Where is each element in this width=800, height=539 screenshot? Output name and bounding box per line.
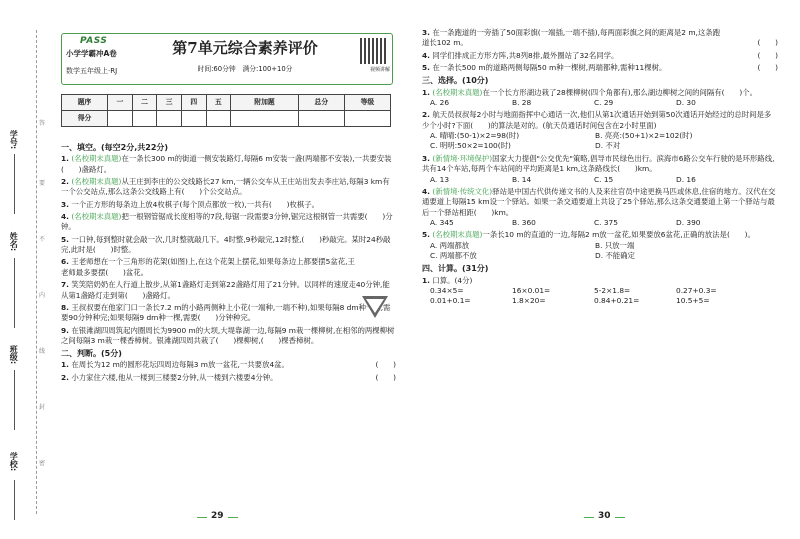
answer-paren[interactable]: ( )	[375, 360, 396, 370]
calc-item[interactable]: 5-2×1.8=	[594, 285, 631, 295]
question	[422, 88, 778, 109]
left-questions	[61, 140, 396, 385]
option[interactable]: A. 26	[430, 97, 450, 107]
question-number: 8.	[61, 302, 69, 312]
question	[61, 154, 396, 175]
options	[430, 98, 778, 108]
answer-paren[interactable]: ( )	[757, 63, 778, 73]
question-text: 在周长为12 m的圆形花坛四周边每隔3 m放一盆花,一共要放4盆。	[71, 360, 289, 370]
grade-label: 数学五年级上·RJ	[66, 67, 118, 75]
id-field[interactable]	[14, 154, 15, 214]
options	[430, 218, 778, 228]
question	[422, 187, 778, 228]
judge-item	[422, 28, 778, 49]
question-text: 一条长10 m的直道的一边,每隔2 m放一盆花,如果要放6盆花,正确的放法是( )。	[482, 230, 755, 240]
question-text: 驿站是中国古代供传递文书的人及来往官员中途更换马匹或休息,住宿的地方。汉代在交通要道上每隔15 km设一个驿站。如果一条交通要道上共设了25个驿站,那么这条交通要道上第一个驿站与最后一个驿站相距( )km。	[422, 186, 776, 217]
judge-item	[61, 360, 396, 370]
question-text: 从王庄到李庄的公交线路长27 km,一辆公交车从王庄站出发去李庄站,每隔3 km有一个公交站点,那么这条公交线路上有( )个公交站点。	[61, 176, 390, 197]
answer-paren[interactable]: ( )	[757, 50, 778, 60]
score-cell[interactable]	[298, 111, 344, 127]
school-label: 学校:	[9, 452, 19, 472]
question-text: 笑笑陪奶奶在人行道上散步,从第1盏路灯走到第22盏路灯用了21分钟。以同样的速度走40分钟,能从第1盏路灯走到第( )盏路灯。	[61, 280, 390, 300]
seal-mark: 封	[39, 404, 46, 411]
question-number: 1.	[61, 154, 69, 164]
question-number: 1.	[61, 360, 69, 370]
exam-header	[61, 33, 393, 85]
seal-mark: 密	[39, 460, 46, 467]
class-field[interactable]	[14, 370, 15, 430]
question-number: 1.	[422, 275, 430, 285]
question	[422, 276, 778, 307]
option[interactable]: C. 15	[594, 174, 614, 184]
options	[430, 131, 778, 152]
table-cell: 二	[132, 95, 157, 111]
calc-item[interactable]: 0.34×5=	[430, 285, 464, 295]
name-label: 姓名:	[9, 232, 19, 252]
option[interactable]: C. 29	[594, 97, 614, 107]
question-number: 7.	[61, 280, 69, 290]
table-cell: 五	[206, 95, 231, 111]
question	[61, 177, 396, 198]
question-text: 王老师想在一个三角形的花架(如图)上,在这个花架上摆花,如果每条边上都要摆5盆花,王老师最多要摆( )盆花。	[61, 257, 355, 277]
table-cell: 三	[157, 95, 182, 111]
option[interactable]: A. 两端都放	[430, 240, 470, 250]
question-number: 4.	[61, 211, 69, 221]
question-number: 5.	[422, 230, 430, 240]
option[interactable]: A. 345	[430, 217, 454, 227]
section-heading: 一、填空。(每空2分,共22分)	[61, 143, 169, 152]
option[interactable]: D. 不能确定	[595, 251, 635, 261]
score-cell[interactable]	[157, 111, 182, 127]
question-number: 3.	[422, 28, 430, 37]
table-cell: 总分	[298, 95, 344, 111]
section-heading: 四、计算。(31分)	[422, 264, 489, 274]
question-tag: (名校期末真题)	[432, 87, 483, 97]
option[interactable]: B. 14	[512, 174, 532, 184]
page-number-text: 30	[598, 511, 611, 521]
question-text: 把一根钢管锯成长度相等的7段,每锯一段需要3分钟,锯完这根钢管一共需要( )分钟。	[61, 211, 393, 232]
option[interactable]: D. 不对	[595, 141, 621, 151]
question-text: 小力家住六楼,他从一楼到三楼要2分钟,从一楼到六楼要4分钟。	[71, 372, 278, 382]
question-number: 5.	[61, 234, 69, 244]
question-number: 9.	[61, 325, 69, 335]
question	[61, 200, 396, 210]
table-row	[62, 95, 391, 111]
table-cell: 附加题	[231, 95, 299, 111]
question-text: 王叔叔要在他家门口一条长7.2 m的小路两侧种上小花(一端种,一端不种),如果每隔8 dm种一棵,需要90分钟种完;如果每隔9 dm种一棵,需要( )分钟种完。	[61, 302, 391, 323]
question-number: 6.	[61, 257, 69, 267]
option[interactable]: D. 390	[676, 217, 701, 227]
option[interactable]: C. 明明:50×2=100(时)	[430, 141, 511, 151]
question-number: 3.	[422, 153, 430, 163]
question-number: 2.	[422, 110, 430, 120]
seal-mark: 答	[39, 120, 46, 127]
score-cell[interactable]	[132, 111, 157, 127]
question	[422, 110, 778, 151]
question	[422, 230, 778, 261]
score-cell[interactable]	[108, 111, 133, 127]
question-text: 一个正方形的每条边上放4枚棋子(每个顶点都放一枚),一共有( )枚棋子。	[71, 199, 320, 209]
question	[61, 257, 396, 278]
seal-mark: 不	[39, 236, 46, 243]
option[interactable]: B. 360	[512, 217, 536, 227]
right-questions	[422, 28, 778, 309]
question-text: 在一条跑道的一旁插了50面彩旗(一端插,一端不插),每两面彩旗之间的距离是2 m,这条跑道长102 m。	[422, 28, 721, 48]
question-number: 4.	[422, 186, 430, 196]
school-field[interactable]	[14, 480, 15, 520]
score-cell[interactable]	[206, 111, 231, 127]
question-number: 5.	[422, 63, 430, 73]
question-tag: (名校期末真题)	[432, 230, 483, 240]
header-brand	[64, 36, 146, 82]
table-cell: 题序	[62, 95, 108, 111]
seal-mark: 内	[39, 292, 46, 299]
name-field[interactable]	[14, 258, 15, 328]
id-label: 学号:	[9, 130, 19, 150]
table-cell: 一	[108, 95, 133, 111]
question-tag: (新情境·环境保护)	[432, 153, 493, 163]
question-text: 在银滩湖四周筑起内圈周长为9900 m的大坝,大堤靠湖一边,每隔9 m栽一棵柳树,在相邻的两棵柳树之间每隔3 m栽一棵香樟树。银滩湖四周共栽了( )棵柳树,( )棵香樟树。	[61, 325, 395, 345]
option[interactable]: D. 16	[676, 174, 696, 184]
question-tag: (名校期末真题)	[71, 176, 122, 186]
question-tag: (新情境·传统文化)	[432, 186, 493, 196]
question	[61, 303, 396, 324]
section-heading: 三、选择。(10分)	[422, 76, 489, 86]
exam-subtitle: 时间:60分钟 满分:100+10分	[197, 65, 293, 73]
right-page	[400, 0, 800, 539]
seal-line	[36, 30, 37, 514]
option[interactable]: C. 两端都不放	[430, 251, 477, 261]
options	[430, 241, 778, 262]
exam-title: 第7单元综合素养评价	[172, 39, 318, 57]
question-tag: (名校期末真题)	[71, 154, 122, 164]
question-number: 2.	[61, 372, 69, 382]
table-cell: 得分	[62, 111, 108, 127]
calc-item[interactable]: 1.8×20=	[512, 296, 546, 306]
page-number	[580, 509, 629, 523]
question-text: 口算。(4分)	[432, 275, 473, 285]
judge-item	[422, 51, 778, 61]
question-number: 3.	[61, 199, 69, 209]
question-text: 在一条长300 m的街道一侧安装路灯,每隔6 m安装一盏(两端都不安装),一共要安装( )盏路灯。	[61, 154, 392, 174]
score-table	[61, 94, 391, 127]
calc-item[interactable]: 0.27+0.3=	[676, 285, 717, 295]
question	[61, 326, 396, 347]
question-text: 在一个长方形湖边栽了28棵柳树(四个角都有),那么湖边柳树之间的间隔有( )个。	[482, 87, 758, 97]
leaf-icon	[197, 509, 207, 518]
leaf-icon	[615, 509, 625, 518]
leaf-icon	[228, 509, 238, 518]
qr-code-icon[interactable]	[360, 38, 386, 64]
answer-paren[interactable]: ( )	[375, 372, 396, 382]
class-label: 班级:	[9, 345, 19, 365]
judge-item	[422, 63, 778, 73]
option[interactable]: A. 晴晴:(50-1)×2=98(时)	[430, 131, 520, 141]
seal-mark: 要	[39, 180, 46, 187]
option[interactable]: B. 只放一端	[595, 240, 635, 250]
option[interactable]: B. 28	[512, 97, 532, 107]
calc-item[interactable]: 0.84+0.21=	[594, 296, 640, 306]
question-number: 2.	[61, 176, 69, 186]
option[interactable]: B. 亮亮:(50+1)×2=102(时)	[595, 131, 693, 141]
question-text: 同学们排成正方形方阵,共8列8排,最外圈站了32名同学。	[432, 50, 619, 60]
calc-grid	[430, 286, 778, 307]
question	[422, 154, 778, 185]
answer-paren[interactable]: ( )	[757, 38, 778, 48]
calc-item[interactable]: 0.01+0.1=	[430, 296, 471, 306]
question-text: 国家大力提倡"公交优先"策略,倡导市民绿色出行。滨海市6路公交车行驶的是环形路线,共有14个车站,每两个车站间的平均距离是1 km,这条路线长( )km。	[422, 153, 775, 174]
score-cell[interactable]	[344, 111, 390, 127]
question	[61, 212, 396, 233]
option[interactable]: A. 13	[430, 174, 450, 184]
calc-item[interactable]: 10.5+5=	[676, 296, 710, 306]
question	[61, 235, 396, 256]
triangle-figure	[362, 296, 388, 318]
score-cell[interactable]	[181, 111, 206, 127]
seal-mark: 线	[39, 348, 46, 355]
question-text: 一口钟,每到整时就会敲一次,几时整就敲几下。4时整,9秒敲完,12时整,( )秒敲完。某时24秒敲完,此时是( )时整。	[61, 234, 391, 255]
question	[61, 280, 396, 301]
score-cell[interactable]	[231, 111, 299, 127]
table-cell: 四	[181, 95, 206, 111]
table-cell: 等级	[344, 95, 390, 111]
judge-item	[61, 373, 396, 383]
question-tag: (名校期末真题)	[71, 211, 122, 221]
series-name: 小学学霸冲A卷	[66, 49, 117, 58]
page-number-text: 29	[211, 511, 224, 521]
options	[430, 175, 778, 185]
page-number	[193, 509, 242, 523]
question-text: 航天员叔叔每2小时与地面指挥中心通话一次,他们从第1次通话开始到第50次通话开始经过的总时间是多少个小时?下面( )的算法是对的。(航天员通话时间包含在2小时里面)	[422, 110, 772, 130]
section-heading: 二、判断。(5分)	[61, 349, 122, 359]
option[interactable]: C. 375	[594, 217, 618, 227]
binding-spine	[0, 0, 60, 539]
option[interactable]: D. 30	[676, 97, 696, 107]
question-number: 1.	[422, 87, 430, 97]
pass-logo: PASS	[80, 36, 108, 46]
qr-caption: 视频讲解	[369, 67, 390, 73]
question-text: 在一条长500 m的道路两侧每隔50 m种一棵树,两端都种,需种11棵树。	[432, 63, 667, 73]
calc-item[interactable]: 16×0.01=	[512, 285, 551, 295]
table-row	[62, 111, 391, 127]
leaf-icon	[584, 509, 594, 518]
question-number: 4.	[422, 50, 430, 60]
